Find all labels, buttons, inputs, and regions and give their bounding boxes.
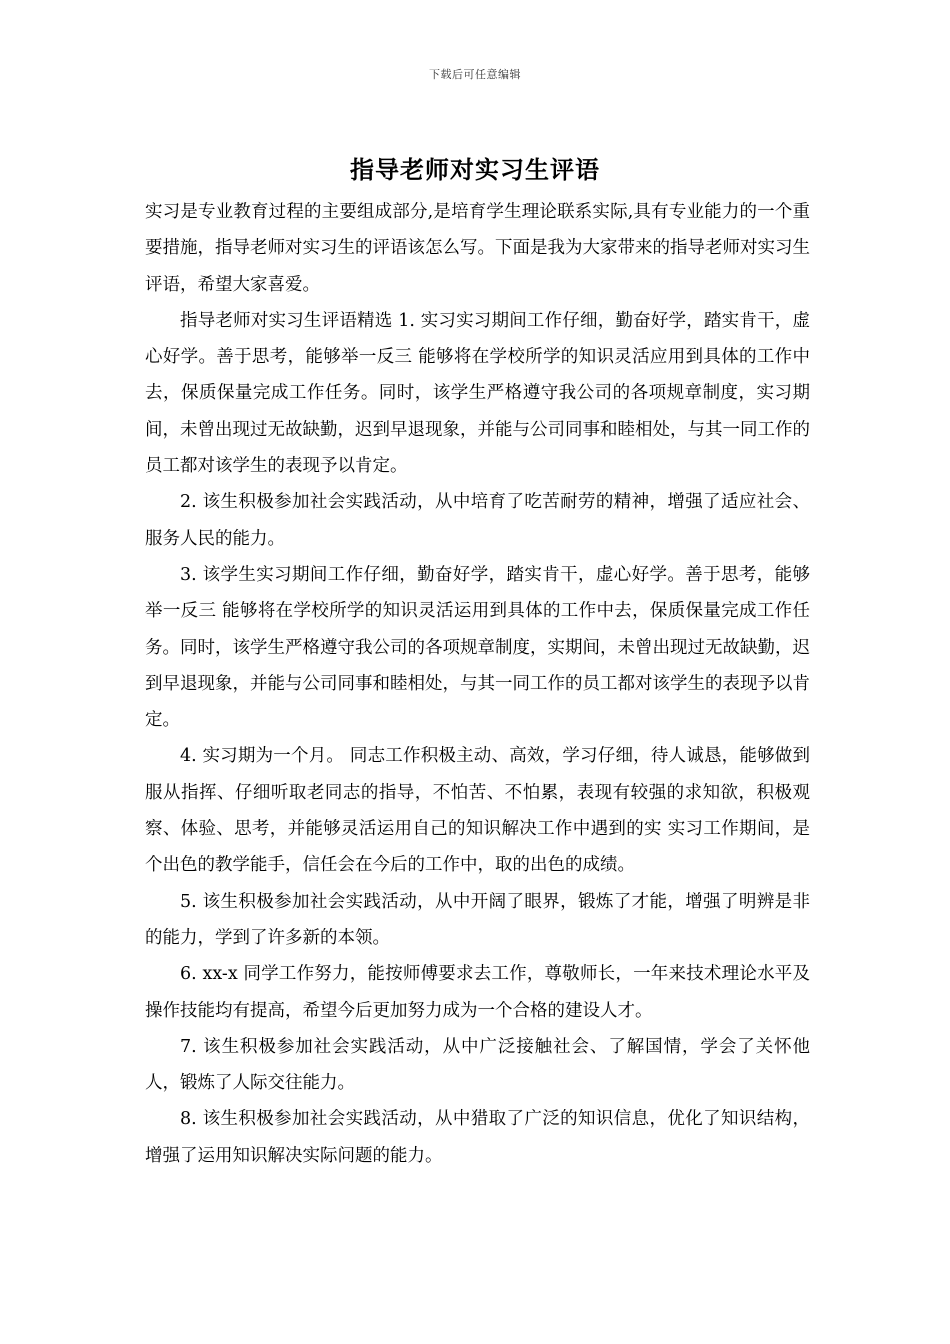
comment-paragraph-5: 5. 该生积极参加社会实践活动，从中开阔了眼界，锻炼了才能，增强了明辨是非的能力，学到了许多新的本领。	[145, 891, 810, 948]
comment-paragraph-7: 7. 该生积极参加社会实践活动，从中广泛接触社会、了解国情，学会了关怀他人，锻炼了人际交往能力。	[145, 1036, 810, 1094]
intro-paragraph: 实习是专业教育过程的主要组成部分,是培育学生理论联系实际,具有专业能力的一个重要措施，指导老师对实习生的评语该怎么写。下面是我为大家带来的指导老师对实习生评语，希望大家喜爱。	[145, 202, 810, 295]
document-title: 指导老师对实习生评语	[350, 156, 600, 184]
comment-paragraph-2: 2. 该生积极参加社会实践活动，从中培育了吃苦耐劳的精神，增强了适应社会、服务人民的能力。	[145, 492, 810, 549]
document-body	[145, 194, 810, 1174]
comment-paragraph-3: 3. 该学生实习期间工作仔细，勤奋好学，踏实肯干，虚心好学。善于思考，能够举一反三 能够将在学校所学的知识灵活运用到具体的工作中去，保质保量完成工作任务。同时，该学生严格遵守我公司的各项规章制度，实期间，未曾出现过无故缺勤，迟到早退现象，并能与公司同事和睦相处，与其一同工作的员工都对该学生的表现予以肯定。	[145, 564, 810, 731]
comment-paragraph-4: 4. 实习期为一个月。 同志工作积极主动、高效，学习仔细，待人诚恳，能够做到服从指挥、仔细听取老同志的指导，不怕苦、不怕累，表现有较强的求知欲，积极观察、体验、思考，并能够灵活运用自己的知识解决工作中遇到的实 实习工作期间，是个出色的教学能手，信任会在今后的工作中，取的出色的成绩。	[145, 746, 810, 876]
header-note: 下载后可任意编辑	[429, 68, 521, 81]
comment-paragraph-1: 指导老师对实习生评语精选 1. 实习实习期间工作仔细，勤奋好学，踏实肯干，虚心好学。善于思考，能够举一反三 能够将在学校所学的知识灵活应用到具体的工作中去，保质保量完成工作任务。同时，该学生严格遵守我公司的各项规章制度，实习期间，未曾出现过无故缺勤，迟到早退现象，并能与公司同事和睦相处，与其一同工作的员工都对该学生的表现予以肯定。	[145, 310, 810, 477]
comment-paragraph-8: 8. 该生积极参加社会实践活动，从中猎取了广泛的知识信息，优化了知识结构，增强了运用知识解决实际问题的能力。	[145, 1109, 810, 1166]
comment-paragraph-6: 6. xx-x 同学工作努力，能按师傅要求去工作，尊敬师长，一年来技术理论水平及操作技能均有提高，希望今后更加努力成为一个合格的建设人才。	[145, 964, 810, 1021]
